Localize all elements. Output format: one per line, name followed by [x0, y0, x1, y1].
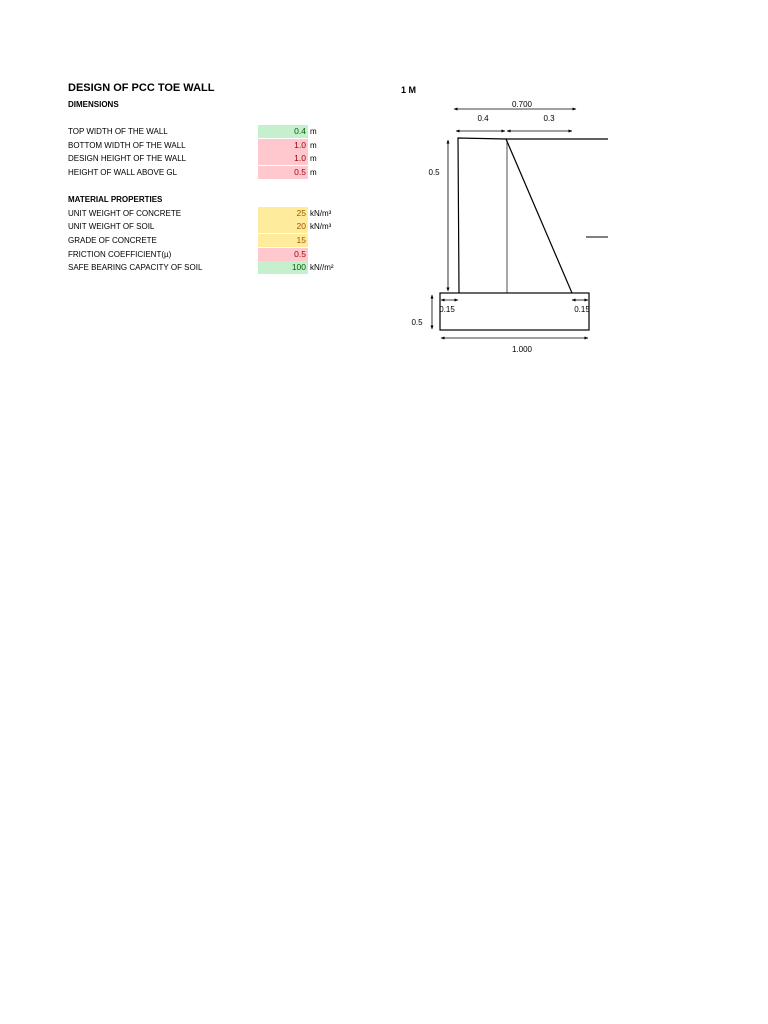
dimensions-heading: DIMENSIONS	[68, 100, 119, 109]
mat-value-soil-weight[interactable]: 20	[258, 220, 308, 233]
mat-label-friction: FRICTION COEFFICIENT(µ)	[68, 250, 172, 259]
dim-unit-bottom-width: m	[310, 141, 317, 150]
wall-stem	[458, 138, 572, 293]
wall-outline	[440, 138, 608, 330]
mat-label-soil-weight: UNIT WEIGHT OF SOIL	[68, 222, 155, 231]
toe-wall-drawing	[0, 0, 768, 400]
mat-label-concrete-weight: UNIT WEIGHT OF CONCRETE	[68, 209, 182, 218]
dim-unit-height-above-gl: m	[310, 168, 317, 177]
dim-value-top-width[interactable]: 0.4	[258, 125, 308, 138]
dim-value-bottom-width[interactable]: 1.0	[258, 139, 308, 152]
dim-unit-design-height: m	[310, 154, 317, 163]
dim-text-base-left: 0.15	[439, 305, 455, 314]
dim-label-design-height: DESIGN HEIGHT OF THE WALL	[68, 154, 187, 163]
mat-value-concrete-weight[interactable]: 25	[258, 207, 308, 220]
dim-text-base-height: 0.5	[411, 318, 423, 327]
mat-value-concrete-grade[interactable]: 15	[258, 234, 308, 247]
dim-label-bottom-width: BOTTOM WIDTH OF THE WALL	[68, 141, 186, 150]
materials-heading: MATERIAL PROPERTIES	[68, 195, 163, 204]
mat-label-bearing-capacity: SAFE BEARING CAPACITY OF SOIL	[68, 263, 203, 272]
dim-value-height-above-gl[interactable]: 0.5	[258, 166, 308, 179]
dim-label-height-above-gl: HEIGHT OF WALL ABOVE GL	[68, 168, 178, 177]
dim-text-base-width: 1.000	[511, 345, 533, 354]
mat-unit-soil-weight: kN/m³	[310, 222, 332, 231]
dim-value-design-height[interactable]: 1.0	[258, 152, 308, 165]
dim-text-top-right: 0.3	[543, 114, 555, 123]
scale-label: 1 M	[401, 85, 417, 95]
dim-label-top-width: TOP WIDTH OF THE WALL	[68, 127, 168, 136]
dim-text-top-total: 0.700	[511, 100, 533, 109]
mat-unit-concrete-weight: kN/m³	[310, 209, 332, 218]
page-title: DESIGN OF PCC TOE WALL	[68, 82, 215, 94]
mat-unit-bearing-capacity: kN//m²	[310, 263, 334, 272]
mat-value-bearing-capacity[interactable]: 100	[258, 261, 308, 274]
mat-label-concrete-grade: GRADE OF CONCRETE	[68, 236, 157, 245]
mat-value-friction[interactable]: 0.5	[258, 248, 308, 261]
wall-footing	[440, 293, 589, 330]
dim-text-top-left: 0.4	[477, 114, 489, 123]
dim-unit-top-width: m	[310, 127, 317, 136]
dim-text-base-right: 0.15	[574, 305, 590, 314]
dim-text-wall-height: 0.5	[428, 168, 440, 177]
